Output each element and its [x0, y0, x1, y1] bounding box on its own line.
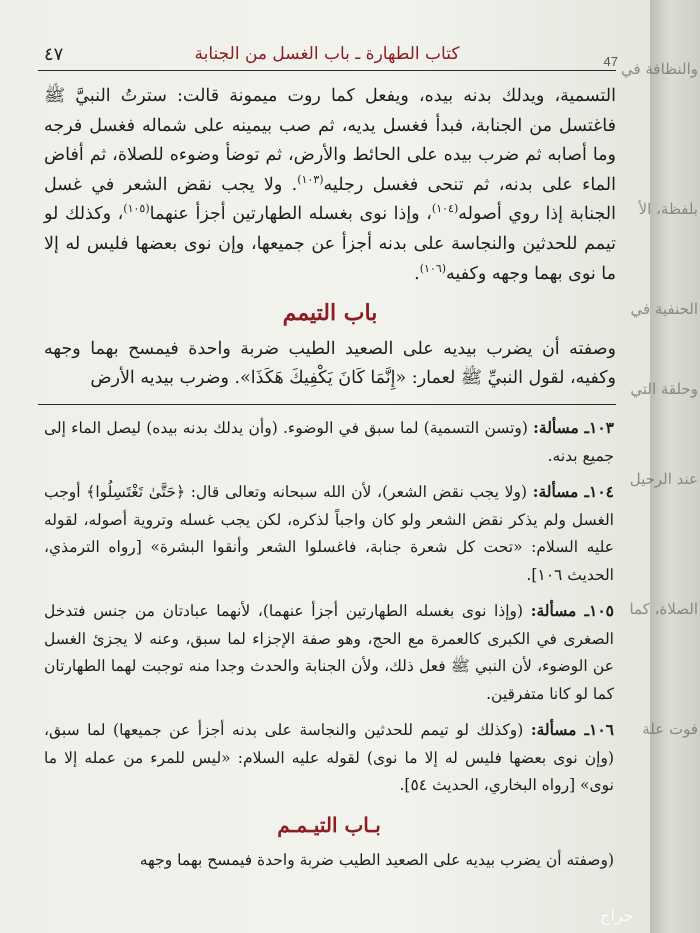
note-label: ١٠٦ـ مسألة: — [530, 720, 614, 739]
page-header — [38, 40, 616, 71]
footnote-ref: (١٠٥) — [123, 202, 150, 216]
notes-section-heading: بـاب التيـمـم — [277, 812, 381, 837]
note-104 — [44, 478, 614, 589]
notes-last-line: (وصفته أن يضرب بيديه على الصعيد الطيب ضربة واحدة فيمسح بهما وجهه — [139, 851, 614, 869]
note-text: (ولا يجب نقض الشعر)، لأن الله سبحانه وتعالى قال: ﴿حَتَّىٰ تَغْتَسِلُوا﴾ أوجب الغسل ولم يذكر نقض الشعر ولو كان واجباً لذكره، لكن يجب غسله وتروية أصوله، لقوله عليه السلام: «تحت كل شعرة جنابة، فاغسلوا الشعر وأنقوا البشرة» [رواه الترمذي، الحديث ١٠٦]. — [44, 483, 614, 584]
note-106 — [44, 716, 614, 800]
note-text: (وكذلك لو تيمم للحدثين والنجاسة على بدنه أجزأ عن جميعها) لما سبق، (وإن نوى بعضها فليس له إلا ما نوى) لقوله عليه السلام: «ليس للمرء من عمله إلا ما نوى» [رواه البخاري، الحديث ٥٤]. — [44, 721, 614, 794]
edge-fragment: وحلقة التي — [630, 380, 698, 398]
footnote-ref: (١٠٦) — [419, 261, 447, 275]
edge-fragment: والنظافة في — [620, 60, 698, 78]
page-number: ٤٧ — [44, 44, 64, 65]
note-text: (وتسن التسمية) لما سبق في الوضوء. (وأن يدلك بدنه بيده) ليصل الماء إلى جميع بدنه. — [44, 419, 614, 465]
edge-fragment: الحنفية في — [630, 300, 698, 318]
tayammum-paragraph: وصفته أن يضرب بيديه على الصعيد الطيب ضربة واحدة فيمسح بهما وجهه وكفيه، لقول النبيِّ ﷺ لعمار: «إِنَّمَا كَانَ يَكْفِيكَ هَكَذَا». وضرب بيديه الأرض — [44, 338, 616, 389]
edge-fragment: بلفظة، الأ — [638, 200, 698, 218]
note-label: ١٠٥ـ مسألة: — [530, 601, 614, 620]
main-paragraph: التسمية، ويدلك بدنه بيده، ويفعل كما روت ميمونة قالت: سترتُ النبيَّ ﷺ فاغتسل من الجنابة، فبدأ فغسل يديه، ثم صب بيمينه على شماله فغسل فرجه وما أصابه ثم ضرب بيده على الحائط والأرض، ثم توضأ وضوءه للصلاة، ثم أفاض الماء على بدنه، ثم تنحى فغسل رجليه$^{(١٠٣)}$. ولا يجب نقض الشعر في غسل الجنابة إذا روي أصوله$^{(١٠٤)}$، وإذا نوى بغسله الطهارتين أجزأ عنهما$^{(١٠٥)}$، وكذلك لو تيمم للحدثين والنجاسة على بدنه أجزأ عن جميعها، وإن نوى بعضها فليس له إلا ما نوى بهما وجهه وكفيه$^{(١٠٦)}$. — [44, 86, 616, 284]
note-103 — [44, 414, 614, 470]
edge-fragment: عند الرحيل — [629, 470, 698, 488]
running-title: كتاب الطهارة ـ باب الغسل من الجنابة — [194, 44, 460, 64]
commentary — [44, 414, 614, 883]
edge-fragment: الصلاة، كما — [629, 600, 698, 618]
watermark-logo: حراج — [600, 906, 634, 925]
edge-fragment: فوت علة — [642, 720, 698, 738]
section-heading: باب التيمم — [282, 300, 378, 327]
footnote-ref: (١٠٤) — [431, 202, 459, 216]
note-105 — [44, 597, 614, 708]
main-text — [44, 82, 616, 394]
footnote-ref: (١٠٣) — [297, 172, 324, 186]
note-label: ١٠٤ـ مسألة: — [532, 482, 614, 501]
note-text: (وإذا نوى بغسله الطهارتين أجزأ عنهما)، لأنهما عبادتان من جنس فتدخل الصغرى في الكبرى كالعمرة مع الحج، وهو صفة الإجزاء لما سبق، وعنه لا يجزئ الغسل عن الوضوء، لأن النبي ﷺ فعل ذلك، ولأن الجنابة والحدث وجدا منه توجبت لهما الطهارتان كما لو كانا متفرقين. — [44, 602, 614, 703]
footnote-divider — [38, 404, 616, 405]
note-label: ١٠٣ـ مسألة: — [533, 418, 614, 437]
page-number-latin: 47 — [603, 54, 618, 69]
adjacent-page-edge — [620, 0, 700, 933]
